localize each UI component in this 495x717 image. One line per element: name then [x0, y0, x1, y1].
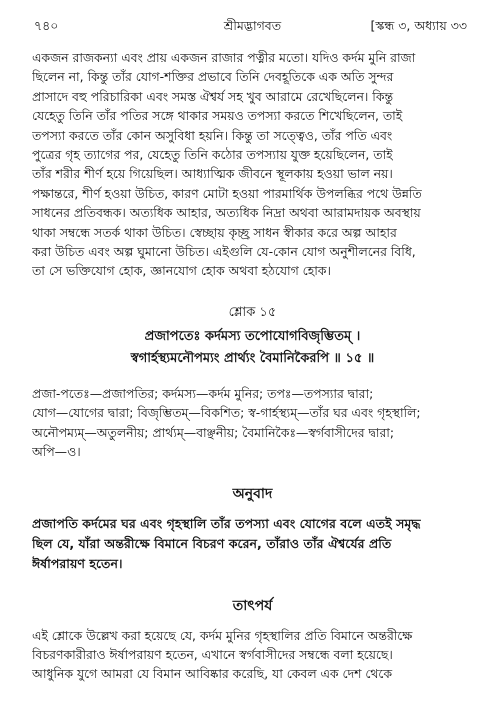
- text-line: সাধনের প্রতিবন্ধক। অত্যধিক আহার, অত্যধিক নিদ্রা অথবা আরামদায়ক অবস্থায়: [32, 205, 421, 221]
- text-line: প্রাসাদে বহু পরিচারিকা এবং সমস্ত ঐশ্বর্য সহ খুব আরামে রেখেছিলেন। কিন্তু: [32, 88, 394, 104]
- purport-line: বিচরণকারীরাও ঈর্ষাপরায়ণ হতেন, এখানে স্বর্গবাসীদের সম্বন্ধে বলা হয়েছে।: [32, 646, 393, 662]
- purport-line: আধুনিক যুগে আমরা যে বিমান আবিষ্কার করেছি, যা কেবল এক দেশ থেকে: [32, 666, 393, 682]
- text-line: তা সে ভক্তিযোগ হোক, জ্ঞানযোগ হোক অথবা হঠযোগ হোক।: [32, 263, 331, 279]
- translation-text: [32, 514, 473, 574]
- text-line: যেহেতু তিনি তাঁর পতির সঙ্গে থাকার সময়ও তপস্যা করতে শিখেছিলেন, তাই: [32, 108, 403, 124]
- purport-text: [32, 626, 473, 684]
- word-meanings: [32, 384, 473, 462]
- page-header: [32, 14, 473, 36]
- verse-line: স্বগার্হস্থ্যমনৌপম্যং প্রার্থ্যং বৈমানিকৈরপি ॥ ১৫ ॥: [130, 350, 375, 366]
- synonym-line: অনৌপম্যম্—অতুলনীয়; প্রার্থ্যম্—বাঞ্ছনীয়; বৈমানিকৈঃ—স্বর্গবাসীদের দ্বারা;: [32, 424, 395, 440]
- purport-line: এই শ্লোকে উল্লেখ করা হয়েছে যে, কর্দম মুনির গৃহস্থালির প্রতি বিমানে অন্তরীক্ষে: [32, 627, 413, 643]
- text-line: থাকা সম্বন্ধে সতর্ক থাকা উচিত। স্বেচ্ছায় কৃচ্ছ্র সাধন স্বীকার করে অল্প আহার: [32, 224, 397, 240]
- purport-heading: তাৎপর্য: [232, 597, 273, 614]
- synonym-line: অপি—ও।: [32, 444, 81, 460]
- page-number: ৭৪০: [34, 18, 59, 33]
- verse-title: শ্লোক ১৫: [228, 304, 277, 320]
- synonym-line: প্রজা-পতেঃ—প্রজাপতির; কর্দমস্য—কর্দম মুনির; তপঃ—তপস্যার দ্বারা;: [32, 385, 374, 401]
- chapter-reference: [স্কন্ধ ৩, অধ্যায় ৩৩: [370, 18, 467, 33]
- intro-paragraph: [32, 48, 473, 281]
- translation-line: ঈর্ষাপরায়ণ হতেন।: [32, 555, 123, 571]
- translation-line: প্রজাপতি কর্দমের ঘর এবং গৃহস্থালি তাঁর তপস্যা এবং যোগের বলে এতই সমৃদ্ধ: [32, 515, 421, 531]
- running-title: শ্রীমদ্ভাগবত: [223, 18, 282, 33]
- text-line: করা উচিত এবং অল্প ঘুমানো উচিত। এইগুলি যে-কোন যোগ অনুশীলনের বিধি,: [32, 244, 416, 260]
- text-line: তাঁর শরীর শীর্ণ হয়ে গিয়েছিল। আধ্যাত্মিক জীবনে স্থূলকায় হওয়া ভাল নয়।: [32, 166, 393, 182]
- text-line: তপস্যা করতে তাঁর কোন অসুবিধা হয়নি। কিন্তু তা সত্ত্বেও, তাঁর পতি এবং: [32, 127, 393, 143]
- translation-heading: অনুবাদ: [232, 485, 273, 502]
- text-line: একজন রাজকন্যা এবং প্রায় একজন রাজার পত্নীর মতো। যদিও কর্দম মুনি রাজা: [32, 50, 416, 65]
- text-line: ছিলেন না, কিন্তু তাঁর যোগ-শক্তির প্রভাবে তিনি দেবহূতিকে এক অতি সুন্দর: [32, 69, 394, 85]
- translation-line: ছিল যে, যাঁরা অন্তরীক্ষে বিমানে বিচরণ করেন, তাঁরাও তাঁর ঐশ্বর্যের প্রতি: [32, 535, 392, 551]
- synonym-line: যোগ—যোগের দ্বারা; বিজৃম্ভিতম্—বিকশিত; স্ব-গার্হস্থ্যম্—তাঁর ঘর এবং গৃহস্থালি;: [32, 405, 421, 421]
- text-line: পক্ষান্তরে, শীর্ণ হওয়া উচিত, কারণ মোটা হওয়া পারমার্থিক উপলব্ধির পথে উন্নতি: [32, 185, 422, 201]
- verse-line: প্রজাপতেঃ কর্দমস্য তপোযোগবিজৃম্ভিতম্ ।: [144, 328, 361, 344]
- text-line: পুত্রের গৃহ ত্যাগের পর, যেহেতু তিনি কঠোর তপস্যায় যুক্ত হয়েছিলেন, তাই: [32, 147, 393, 163]
